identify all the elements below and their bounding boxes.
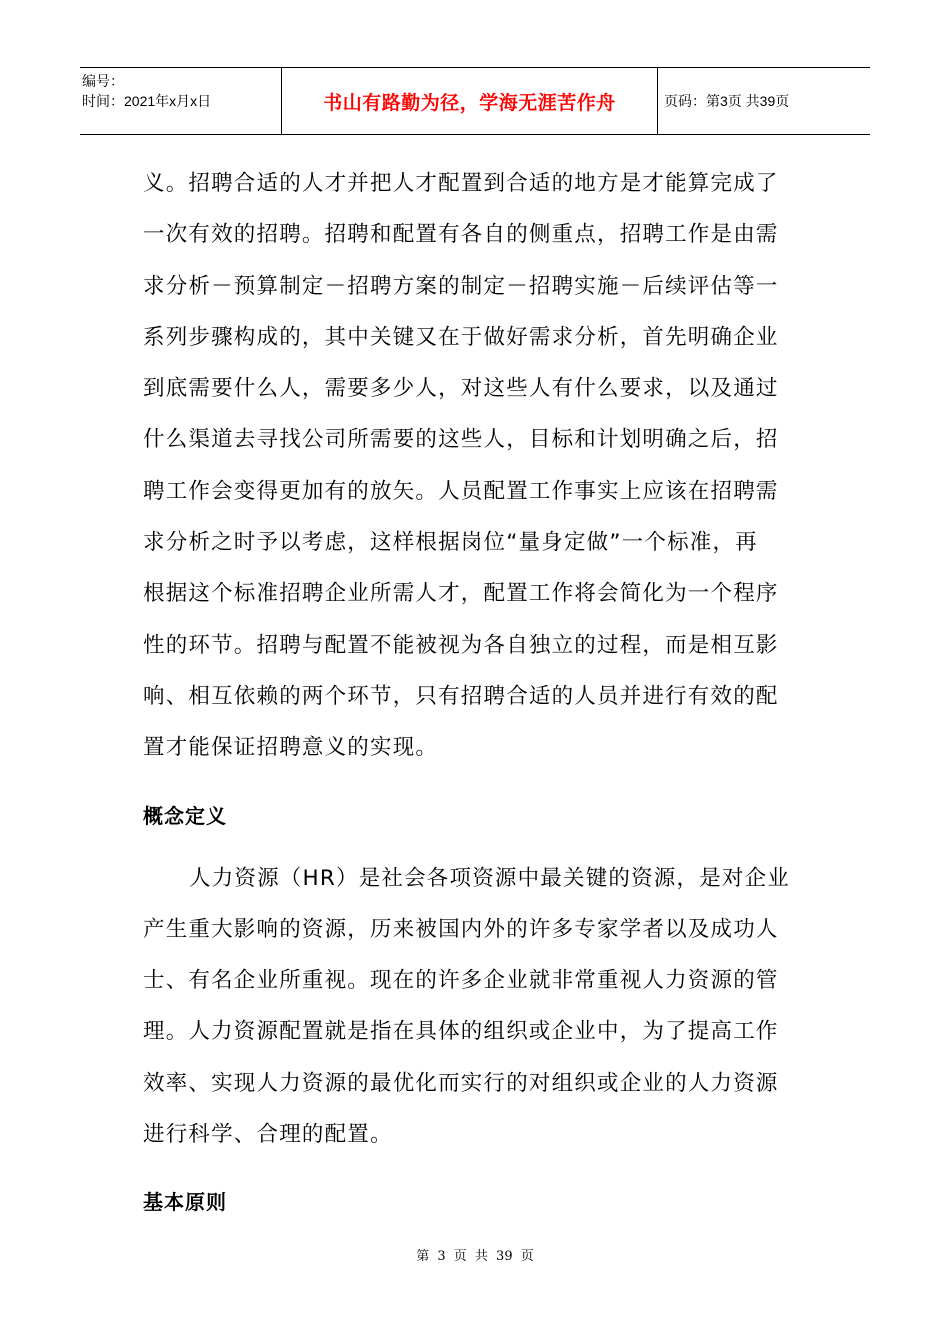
text-line: 产生重大影响的资源，历来被国内外的许多专家学者以及成功人 [143, 916, 779, 942]
header-page-cell [658, 68, 870, 134]
header-motto-cell [282, 68, 658, 134]
section-heading-concept: 概念定义 [143, 803, 227, 828]
text-line: 性的环节。招聘与配置不能被视为各自独立的过程，而是相互影 [143, 632, 779, 658]
document-number-label: 编号： [82, 73, 124, 89]
header-page-info: 页码：第3页 共39页 [664, 93, 790, 109]
document-header [80, 67, 870, 135]
text-line: 义。招聘合适的人才并把人才配置到合适的地方是才能算完成了 [143, 171, 779, 196]
text-line: 求分析－预算制定－招聘方案的制定－招聘实施－后续评估等一 [143, 273, 779, 299]
text-line: 人力资源（HR）是社会各项资源中最关键的资源，是对企业 [189, 865, 791, 891]
paragraph-recruitment [143, 158, 793, 774]
section-heading-principles: 基本原则 [143, 1190, 227, 1215]
text-line: 进行科学、合理的配置。 [143, 1122, 393, 1148]
text-line: 系列步骤构成的，其中关键又在于做好需求分析，首先明确企业 [143, 324, 779, 350]
text-line: 什么渠道去寻找公司所需要的这些人，目标和计划明确之后，招 [143, 427, 779, 453]
text-line: 求分析之时予以考虑，这样根据岗位“量身定做”一个标准，再 [143, 530, 758, 556]
text-line: 一次有效的招聘。招聘和配置有各自的侧重点，招聘工作是由需 [143, 222, 779, 248]
text-line: 根据这个标准招聘企业所需人才，配置工作将会简化为一个程序 [143, 581, 779, 607]
text-line: 效率、实现人力资源的最优化而实行的对组织或企业的人力资源 [143, 1070, 779, 1096]
text-line: 到底需要什么人，需要多少人，对这些人有什么要求，以及通过 [143, 376, 779, 402]
header-meta-cell [80, 68, 282, 134]
text-line: 理。人力资源配置就是指在具体的组织或企业中，为了提高工作 [143, 1019, 779, 1045]
text-line: 士、有名企业所重视。现在的许多企业就非常重视人力资源的管 [143, 968, 779, 994]
paragraph-concept [143, 853, 793, 1161]
document-date-label: 时间：2021年x月x日 [82, 93, 212, 109]
text-line: 响、相互依赖的两个环节，只有招聘合适的人员并进行有效的配 [143, 683, 779, 709]
page-footer: 第 3 页 共 39 页 [416, 1249, 534, 1264]
document-body [143, 158, 793, 1215]
text-line: 置才能保证招聘意义的实现。 [143, 735, 439, 761]
header-motto: 书山有路勤为径，学海无涯苦作舟 [323, 91, 616, 114]
text-line: 聘工作会变得更加有的放矢。人员配置工作事实上应该在招聘需 [143, 478, 779, 504]
